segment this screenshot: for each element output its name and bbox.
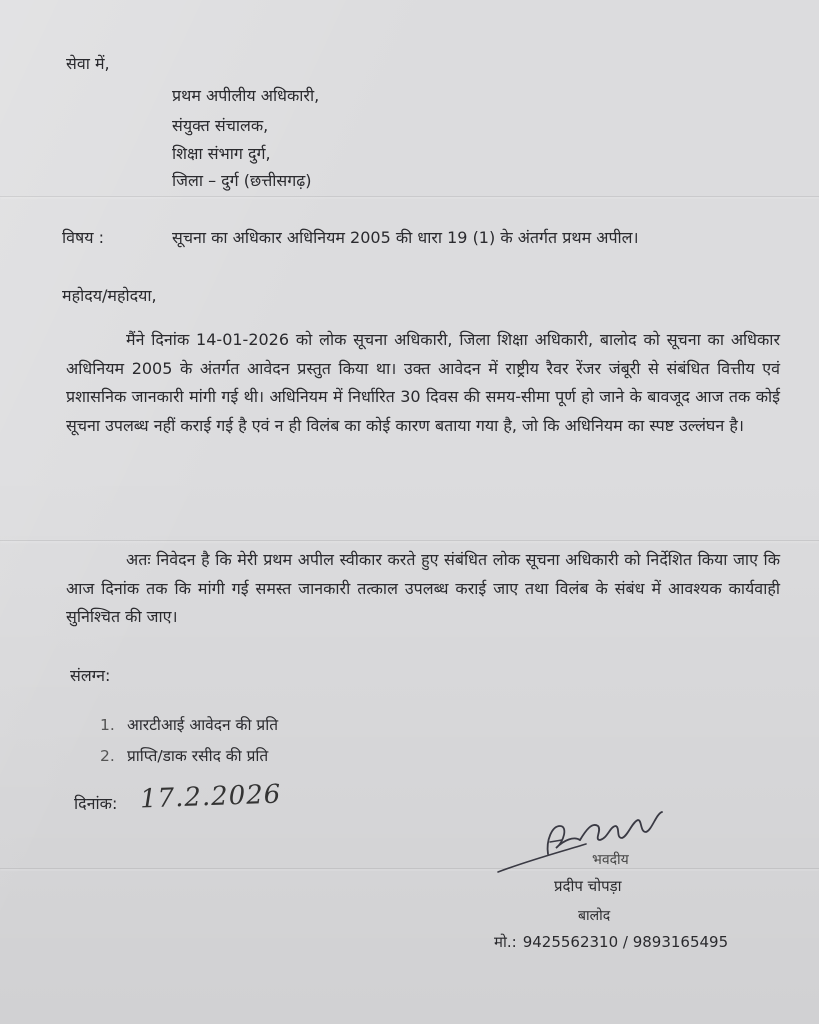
body-paragraph-1: मैंने दिनांक 14-01-2026 को लोक सूचना अधिकारी, जिला शिक्षा अधिकारी, बालोद को सूचना का अधिकार अधिनियम 2005 के अंतर्गत आवेदन प्रस्तुत किया था। उक्त आवेदन में राष्ट्रीय रैवर रेंजर जंबूरी से संबंधित वित्तीय एवं प्रशासनिक जानकारी मांगी गई थी। अधिनियम में निर्धारित 30 दिवस की समय-सीमा पूर्ण हो जाने के बावजूद आज तक कोई सूचना उपलब्ध नहीं कराई गई है एवं न ही विलंब का कोई कारण बताया गया है, जो कि अधिनियम का स्पष्ट उल्लंघन है। xyxy=(66,330,780,435)
phone-label: मो.: xyxy=(494,933,517,951)
subject-text: सूचना का अधिकार अधिनियम 2005 की धारा 19 (1) के अंतर्गत प्रथम अपील। xyxy=(172,228,639,247)
sender-place: बालोद xyxy=(578,908,611,924)
address-line-1: प्रथम अपीलीय अधिकारी, xyxy=(172,86,320,105)
sender-phone xyxy=(494,932,728,952)
attachment-text: प्राप्ति/डाक रसीद की प्रति xyxy=(126,747,269,765)
attachments-label: संलग्न: xyxy=(70,666,111,685)
date-label: दिनांक: xyxy=(74,794,118,813)
signature xyxy=(490,796,690,880)
subject-label: विषय : xyxy=(62,228,105,247)
body-paragraph-2: अतः निवेदन है कि मेरी प्रथम अपील स्वीकार करते हुए संबंधित लोक सूचना अधिकारी को निर्देशित किया जाए कि आज दिनांक तक कि मांगी गई समस्त जानकारी तत्काल उपलब्ध कराई जाए तथा विलंब के संबंध में आवश्यक कार्यवाही सुनिश्चित की जाए। xyxy=(66,550,780,626)
phone-numbers: 9425562310 / 9893165495 xyxy=(522,933,729,951)
address-line-3: शिक्षा संभाग दुर्ग, xyxy=(172,144,271,163)
date-handwritten: 17.2.2026 xyxy=(139,779,282,815)
sender-name: प्रदीप चोपड़ा xyxy=(554,877,622,895)
attachment-item xyxy=(100,710,278,741)
attachment-number: 1. xyxy=(100,716,115,734)
attachments-list xyxy=(100,710,278,772)
greeting: महोदय/महोदया, xyxy=(62,286,157,305)
attachment-text: आरटीआई आवेदन की प्रति xyxy=(126,716,279,734)
closing: भवदीय xyxy=(592,852,629,868)
signature-scribble xyxy=(490,796,690,880)
attachment-item xyxy=(100,741,278,772)
attachment-number: 2. xyxy=(100,747,115,765)
address-line-2: संयुक्त संचालक, xyxy=(172,116,269,135)
address-line-4: जिला – दुर्ग (छत्तीसगढ़) xyxy=(172,171,312,190)
to-salutation: सेवा में, xyxy=(66,54,110,73)
